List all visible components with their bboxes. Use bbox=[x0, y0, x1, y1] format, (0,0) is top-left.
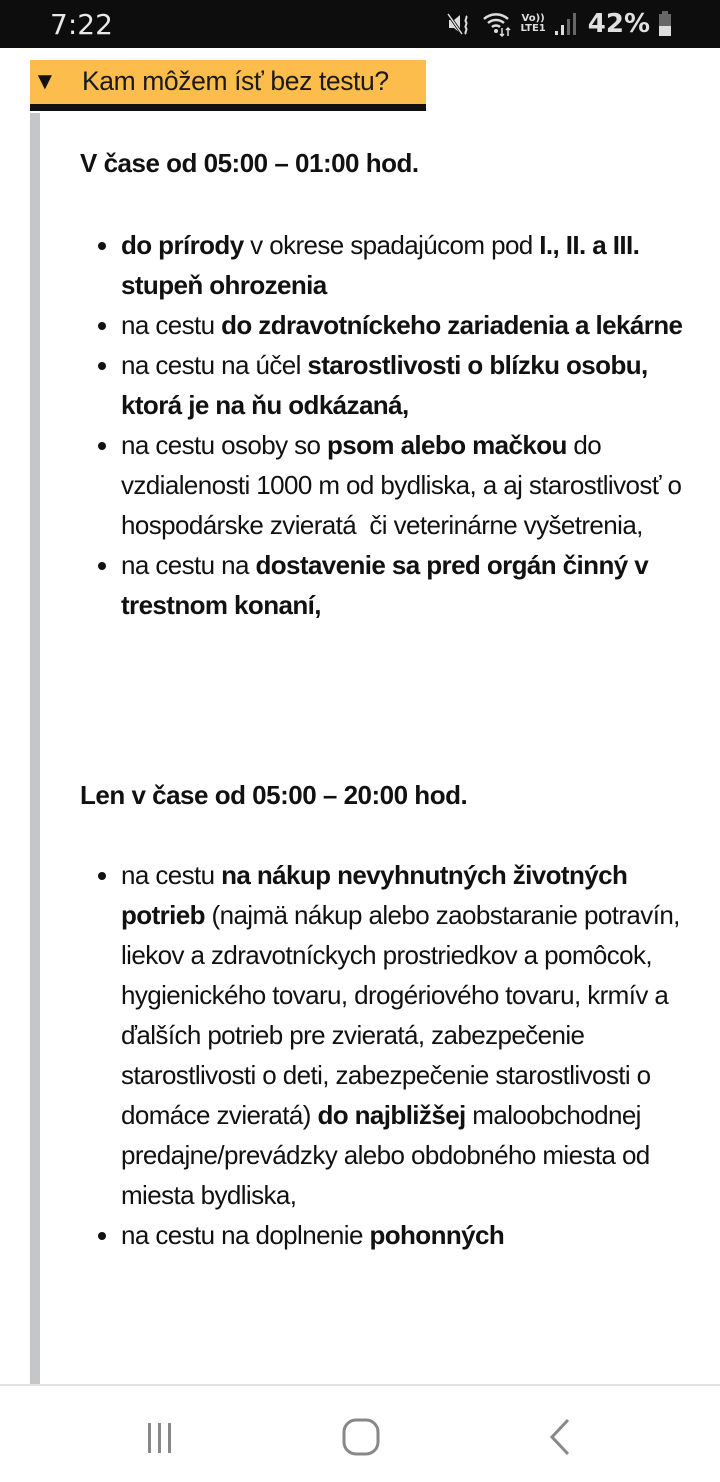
status-time: 7:22 bbox=[50, 8, 113, 41]
mute-vibrate-icon bbox=[446, 10, 474, 38]
lte-label: LTE1 bbox=[520, 23, 546, 34]
bold-text: na nákup nevyhnutných životných potrieb bbox=[121, 860, 634, 930]
home-icon bbox=[341, 1417, 381, 1457]
bold-text: do zdravotníckeho zariadenia a lekárne bbox=[221, 310, 683, 340]
text: do vzdialenosti 1000 m od bydliska, a aj starostlivosť o hospodárske zvieratá či veterinárne vyšetrenia, bbox=[121, 430, 688, 540]
bold-text: starostlivosti o blízku osobu, ktorá je na ňu odkázaná, bbox=[121, 350, 655, 420]
back-icon bbox=[540, 1417, 580, 1457]
list-item bbox=[121, 305, 711, 345]
list-item bbox=[121, 545, 711, 625]
section-list bbox=[80, 225, 711, 625]
recent-apps-icon bbox=[140, 1417, 180, 1457]
accordion-summary[interactable] bbox=[30, 60, 426, 111]
section-heading: Len v čase od 05:00 – 20:00 hod. bbox=[80, 780, 468, 810]
text: na cestu na bbox=[121, 550, 256, 580]
details-left-border bbox=[30, 113, 40, 1384]
list-item bbox=[121, 1215, 711, 1255]
lte-indicator bbox=[520, 14, 545, 34]
text: na cestu na doplnenie bbox=[121, 1220, 370, 1250]
home-button[interactable] bbox=[331, 1412, 391, 1462]
status-icons bbox=[446, 6, 672, 42]
bold-text: do najbližšej bbox=[317, 1100, 466, 1130]
signal-icon bbox=[554, 11, 576, 37]
page-content bbox=[0, 48, 720, 1384]
bold-text: psom alebo mačkou bbox=[327, 430, 567, 460]
battery-icon bbox=[658, 10, 672, 38]
recent-apps-button[interactable] bbox=[130, 1412, 190, 1462]
text: na cestu bbox=[121, 310, 222, 340]
list-item bbox=[121, 855, 711, 1215]
back-button[interactable] bbox=[530, 1412, 590, 1462]
triangle-down-icon: ▼ bbox=[33, 68, 57, 95]
bold-text: dostavenie sa pred orgán činný v trestnom konaní, bbox=[121, 550, 655, 620]
text: na cestu bbox=[121, 860, 222, 890]
list-item bbox=[121, 345, 711, 425]
text: na cestu na účel bbox=[121, 350, 308, 380]
list-item bbox=[121, 425, 711, 545]
text: na cestu osoby so bbox=[121, 430, 327, 460]
status-bar bbox=[0, 0, 720, 48]
bold-text: do prírody bbox=[121, 230, 244, 260]
section-list bbox=[80, 855, 711, 1255]
section-heading: V čase od 05:00 – 01:00 hod. bbox=[80, 148, 419, 178]
text: maloobchodnej predajne/prevádzky alebo obdobného miesta od miesta bydliska, bbox=[121, 1100, 657, 1210]
volte-label: Vo)) bbox=[521, 13, 545, 24]
bold-text: pohonných bbox=[369, 1220, 505, 1250]
text: v okrese spadajúcom pod bbox=[243, 230, 540, 260]
bold-text: I., II. a III. stupeň ohrozenia bbox=[121, 230, 646, 300]
list-item bbox=[121, 225, 711, 305]
accordion-title: Kam môžem ísť bez testu? bbox=[82, 66, 389, 96]
battery-percent: 42% bbox=[587, 9, 650, 39]
wifi-icon bbox=[482, 10, 512, 38]
navigation-bar bbox=[0, 1384, 720, 1482]
text: (najmä nákup alebo zaobstaranie potravín, liekov a zdravotníckych prostriedkov a pomôcok, hygienického tovaru, drogériového tovaru, krmív a ďalších potrieb pre zvieratá, zabezpečenie starostlivosti o deti, zabezpečenie starostlivosti o domáce zvieratá) bbox=[121, 900, 687, 1130]
